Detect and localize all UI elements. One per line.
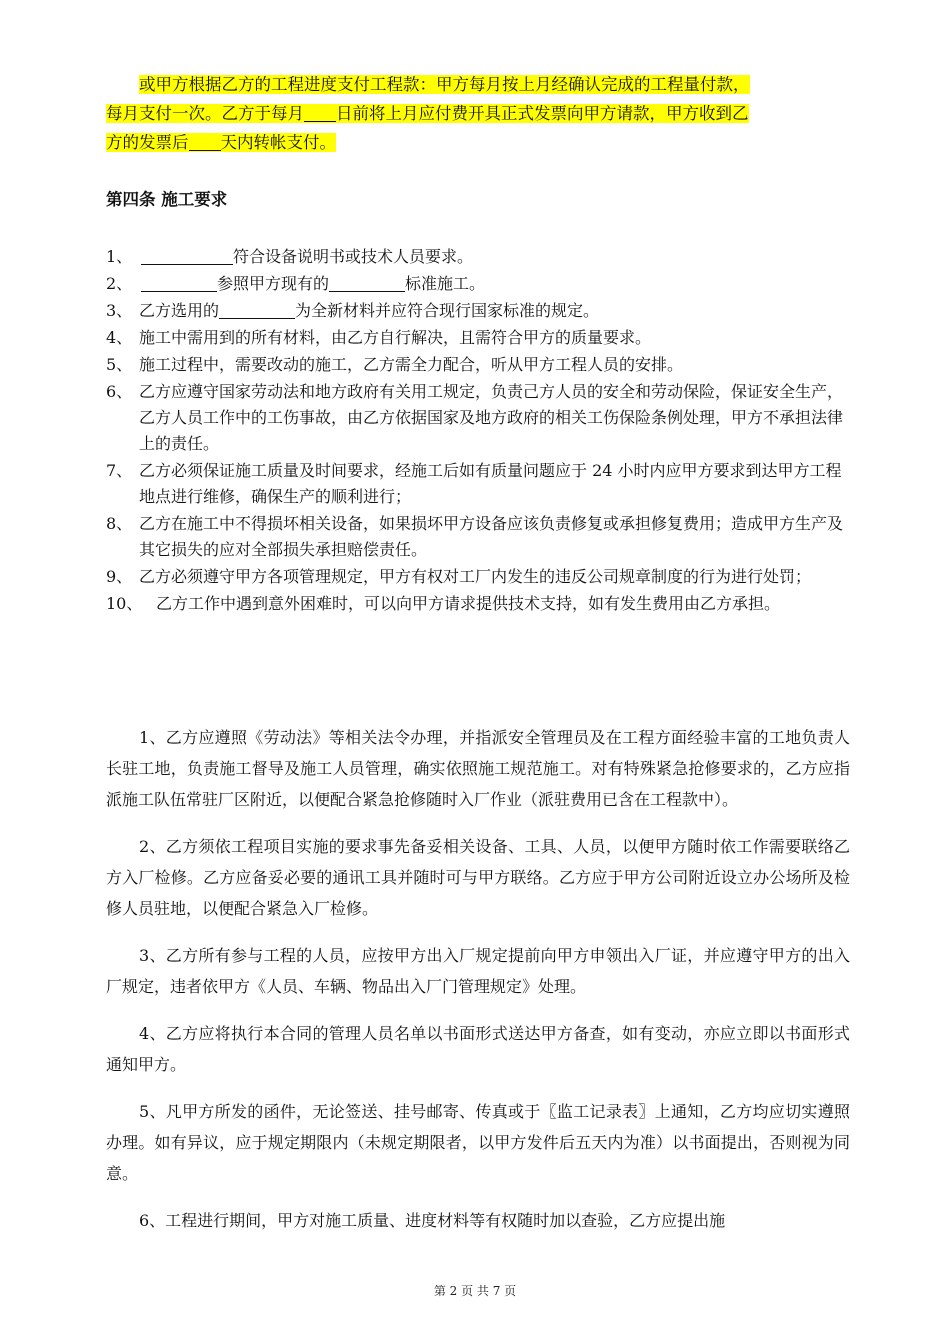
blank-line: [329, 273, 405, 292]
list-item: 1、 符合设备说明书或技术人员要求。: [106, 247, 474, 266]
highlight-line-2a: 每月支付一次。乙方于每月: [106, 104, 304, 123]
section-title: 第四条 施工要求: [106, 190, 228, 209]
list-item: 3、 乙方选用的 为全新材料并应符合现行国家标准的规定。: [106, 301, 600, 320]
body-paragraphs: [106, 722, 850, 1249]
list-item: 5、 施工过程中，需要改动的施工，乙方需全力配合，听从甲方工程人员的安排。: [106, 355, 684, 374]
list-item: 6、 乙方应遵守国家劳动法和地方政府有关用工规定，负责己方人员的安全和劳动保险，保证安全生产，乙方人员工作中的工伤事故，由乙方依据国家及地方政府的相关工伤保险条例处理，甲方不承担法律上的责任。: [106, 382, 844, 453]
list-item: 9、 乙方必须遵守甲方各项管理规定，甲方有权对工厂内发生的违反公司规章制度的行为进行处罚；: [106, 567, 812, 586]
blank-line: [304, 103, 336, 122]
paragraph: 5、凡甲方所发的函件，无论签送、挂号邮寄、传真或于〖监工记录表〗上通知，乙方均应切实遵照办理。如有异议，应于规定期限内（未规定期限者，以甲方发件后五天内为准）以书面提出，否则视为同意。: [106, 1102, 850, 1183]
list-item: 10、 乙方工作中遇到意外困难时，可以向甲方请求提供技术支持，如有发生费用由乙方承担。: [106, 594, 781, 613]
highlight-line-1: 或甲方根据乙方的工程进度支付工程款：甲方每月按上月经确认完成的工程量付款，: [139, 75, 750, 94]
paragraph: 2、乙方须依工程项目实施的要求事先备妥相关设备、工具、人员，以便甲方随时依工作需要联络乙方入厂检修。乙方应备妥必要的通讯工具并随时可与甲方联络。乙方应于甲方公司附近设立办公场所及检修人员驻地，以便配合紧急入厂检修。: [106, 837, 850, 918]
highlight-line-3b: 天内转帐支付。: [220, 133, 336, 152]
blank-line: [219, 300, 295, 319]
blank-line: [189, 132, 221, 151]
highlight-line-2b: 日前将上月应付费开具正式发票向甲方请款，甲方收到乙: [336, 104, 749, 123]
highlighted-paragraph: [106, 70, 850, 157]
highlight-line-3a: 方的发票后: [106, 133, 189, 152]
paragraph: 4、乙方应将执行本合同的管理人员名单以书面形式送达甲方备查，如有变动，亦应立即以书面形式通知甲方。: [106, 1024, 850, 1074]
blank-line: [141, 273, 217, 292]
list-item: 7、 乙方必须保证施工质量及时间要求，经施工后如有质量问题应于 24 小时内应甲方要求到达甲方工程地点进行维修，确保生产的顺利进行；: [106, 461, 842, 506]
requirements-list: [106, 244, 850, 618]
list-item: 4、 施工中需用到的所有材料，由乙方自行解决，且需符合甲方的质量要求。: [106, 328, 652, 347]
paragraph: 1、乙方应遵照《劳动法》等相关法令办理，并指派安全管理员及在工程方面经验丰富的工地负责人长驻工地，负责施工督导及施工人员管理，确实依照施工规范施工。对有特殊紧急抢修要求的，乙方应指派施工队伍常驻厂区附近，以便配合紧急抢修随时入厂作业（派驻费用已含在工程款中）。: [106, 728, 850, 809]
paragraph: 6、工程进行期间，甲方对施工质量、进度材料等有权随时加以查验，乙方应提出施: [139, 1211, 726, 1230]
page-footer: 第 2 页 共 7 页: [433, 1284, 517, 1298]
paragraph: 3、乙方所有参与工程的人员，应按甲方出入厂规定提前向甲方申领出入厂证，并应遵守甲方的出入厂规定，违者依甲方《人员、车辆、物品出入厂门管理规定》处理。: [106, 946, 850, 996]
list-item: 8、 乙方在施工中不得损坏相关设备，如果损坏甲方设备应该负责修复或承担修复费用；造成甲方生产及其它损失的应对全部损失承担赔偿责任。: [106, 514, 844, 559]
blank-line: [141, 246, 233, 265]
list-item: 2、 参照甲方现有的 标准施工。: [106, 274, 486, 293]
